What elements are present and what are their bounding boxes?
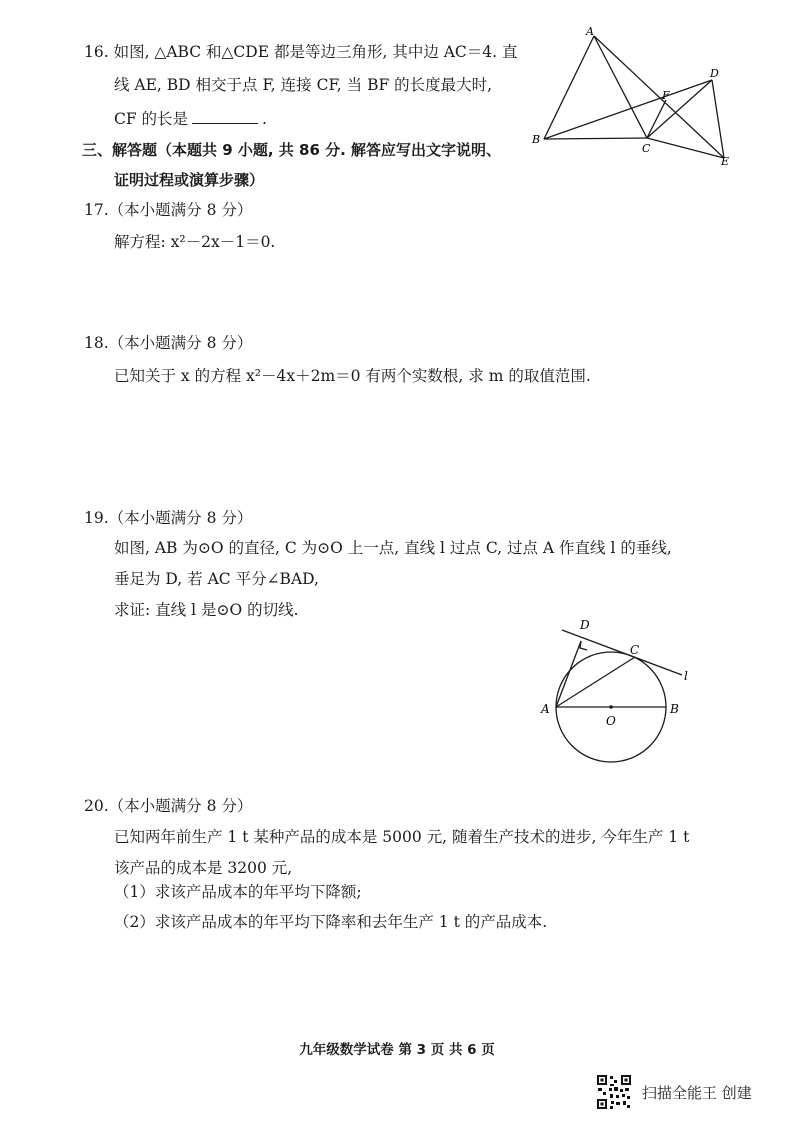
qr-code-icon (596, 1074, 632, 1110)
label-D: D (710, 67, 719, 80)
label-F: F (662, 89, 670, 102)
page-footer: 九年级数学试卷 第 3 页 共 6 页 (299, 1042, 495, 1058)
q20-line1: 已知两年前生产 1 t 某种产品的成本是 5000 元, 随着生产技术的进步, 今年生产 1 t (114, 828, 690, 846)
q17-head: 17.（本小题满分 8 分） (84, 201, 253, 219)
label-B2: B (670, 702, 679, 716)
label-C2: C (630, 643, 640, 657)
answer-blank (192, 107, 258, 124)
q20-item1: （1）求该产品成本的年平均下降额; (114, 883, 362, 901)
q16-line3 (114, 107, 267, 129)
q18-body: 已知关于 x 的方程 x²－4x＋2m＝0 有两个实数根, 求 m 的取值范围. (114, 367, 591, 385)
label-E: E (721, 155, 730, 168)
q19-line3: 求证: 直线 l 是⊙O 的切线. (114, 601, 299, 619)
q20-line2: 该产品的成本是 3200 元, (114, 859, 293, 877)
q16-line2: 线 AE, BD 相交于点 F, 连接 CF, 当 BF 的长度最大时, (114, 76, 493, 94)
q16-line1: 16. 如图, △ABC 和△CDE 都是等边三角形, 其中边 AC＝4. 直 (84, 43, 518, 61)
scanner-watermark (596, 1074, 752, 1110)
label-O: O (606, 714, 616, 728)
section-title-line1: 三、解答题（本题共 9 小题, 共 86 分. 解答应写出文字说明、 (82, 141, 502, 159)
label-l: l (684, 669, 688, 683)
q17-body: 解方程: x²－2x－1＝0. (114, 233, 276, 251)
q16-line3-end: . (262, 110, 267, 128)
q20-item2: （2）求该产品成本的年平均下降率和去年生产 1 t 的产品成本. (114, 913, 548, 931)
label-B: B (532, 133, 541, 146)
label-C: C (642, 142, 651, 155)
label-A: A (586, 25, 594, 38)
q18-head: 18.（本小题满分 8 分） (84, 334, 253, 352)
q19-line2: 垂足为 D, 若 AC 平分∠BAD, (114, 570, 319, 588)
q19-line1: 如图, AB 为⊙O 的直径, C 为⊙O 上一点, 直线 l 过点 C, 过点 A 作直线 l 的垂线, (114, 539, 672, 557)
q20-head: 20.（本小题满分 8 分） (84, 797, 253, 815)
circle-figure (536, 612, 706, 772)
q19-head: 19.（本小题满分 8 分） (84, 509, 253, 527)
triangle-figure (528, 22, 738, 172)
q16-line3-text: CF 的长是 (114, 110, 189, 128)
scanner-text: 扫描全能王 创建 (642, 1083, 752, 1102)
section-title-line2: 证明过程或演算步骤） (114, 171, 265, 189)
label-A2: A (541, 702, 550, 716)
label-D2: D (580, 618, 590, 632)
